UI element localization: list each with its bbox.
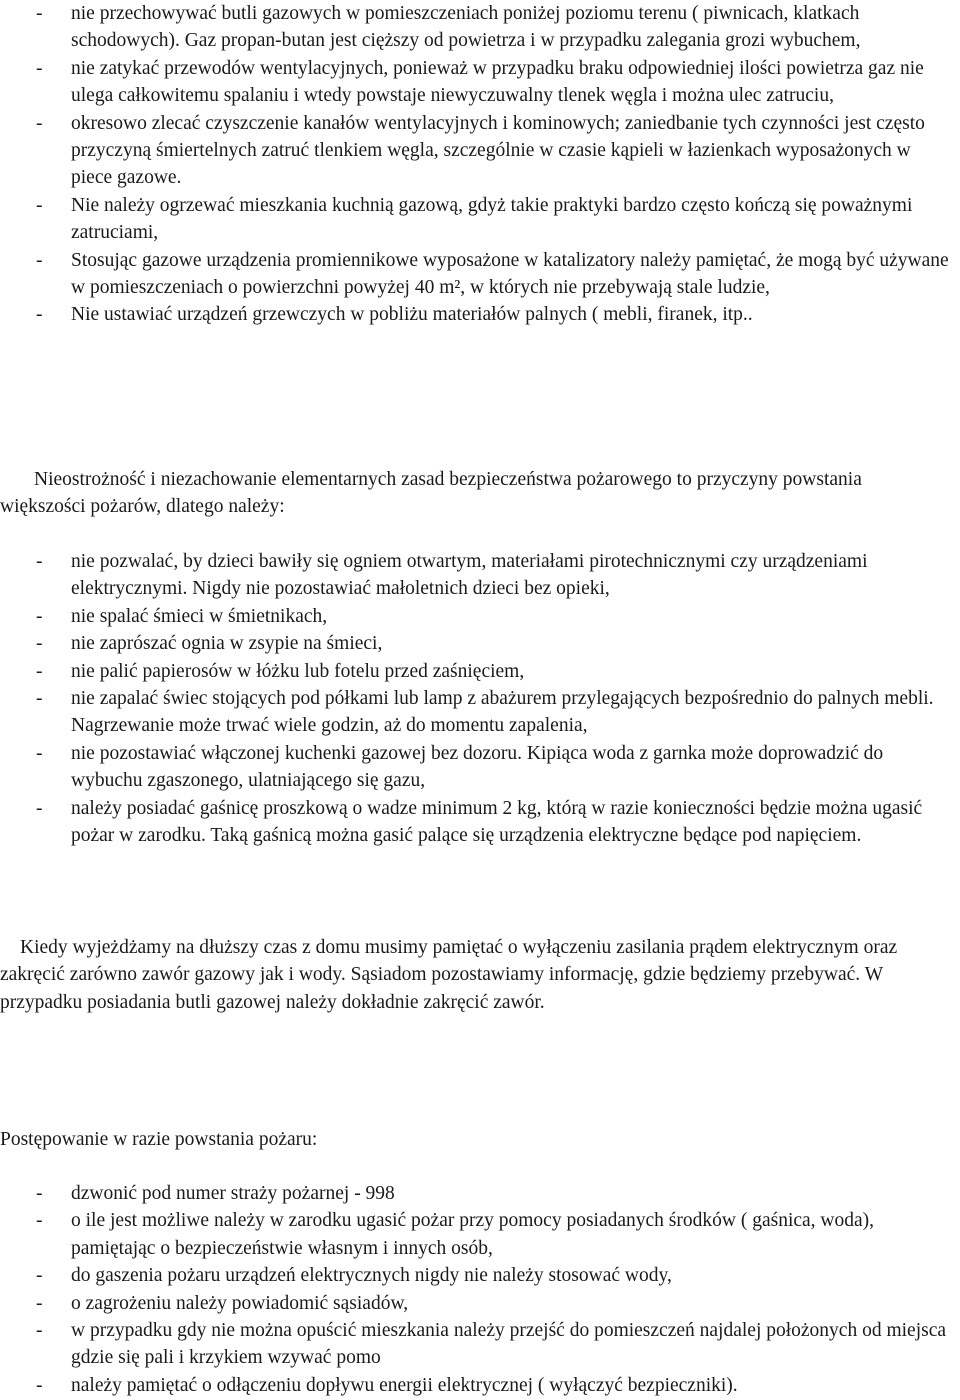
list-item xyxy=(0,1207,952,1262)
dash-bullet: - xyxy=(36,1265,43,1287)
list-item xyxy=(0,1290,952,1317)
dash-bullet: - xyxy=(36,605,43,627)
dash-bullet: - xyxy=(36,112,43,134)
fire-prevention-list-section xyxy=(0,548,952,849)
travel-paragraph: Kiedy wyjeżdżamy na dłuższy czas z domu musimy pamiętać o wyłączeniu zasilania prądem elektrycznym oraz zakręcić zarówno zawór gazowy jak i wody. Sąsiadom pozostawiamy informację, gdzie będziemy przebywać. W przypadku posiadania butli gazowej należy dokładnie zakręcić zawór. xyxy=(0,937,898,1013)
dash-bullet: - xyxy=(36,660,43,682)
dash-bullet: - xyxy=(36,249,43,271)
list-item-text: Stosując gazowe urządzenia promiennikowe wyposażone w katalizatory należy pamiętać, że mogą być używane w pomieszczeniach o powierzchni powyżej 40 m², w których nie przebywają stale ludzie, xyxy=(71,249,949,299)
list-item xyxy=(0,740,952,795)
fire-action-title-section xyxy=(0,1126,952,1153)
list-item-text: okresowo zlecać czyszczenie kanałów wentylacyjnych i kominowych; zaniedbanie tych czynności jest często przyczyną śmiertelnych zatruć tlenkiem węgla, szczególnie w czasie kąpieli w łazienkach wyposażonych w piece gazowe. xyxy=(71,112,925,189)
list-item xyxy=(0,658,952,685)
list-item-text: Nie ustawiać urządzeń grzewczych w pobliżu materiałów palnych ( mebli, firanek, itp.. xyxy=(71,304,753,326)
dash-bullet: - xyxy=(36,1183,43,1204)
list-item-text: Nie należy ogrzewać mieszkania kuchnią gazową, gdyż takie praktyki bardzo często kończą się poważnymi zatruciami, xyxy=(71,194,913,244)
dash-bullet: - xyxy=(36,797,43,819)
dash-bullet: - xyxy=(36,1320,43,1342)
list-item xyxy=(0,192,952,247)
list-item-text: nie zatykać przewodów wentylacyjnych, ponieważ w przypadku braku odpowiedniej ilości powietrza gaz nie ulega całkowitemu spalaniu i wtedy powstaje niewyczuwalny tlenek węgla i można ulec zatruciu, xyxy=(71,57,924,107)
list-item-text: o zagrożeniu należy powiadomić sąsiadów, xyxy=(71,1292,409,1314)
list-item xyxy=(0,1180,952,1207)
dash-bullet: - xyxy=(36,633,43,655)
dash-bullet: - xyxy=(36,551,43,572)
fire-prevention-list xyxy=(0,548,952,849)
list-item-text: w przypadku gdy nie można opuścić mieszkania należy przejść do pomieszczeń najdalej położonych od miejsca gdzie się pali i krzykiem wzywać pomo xyxy=(71,1320,947,1369)
list-item-text: dzwonić pod numer straży pożarnej - 998 xyxy=(71,1183,395,1204)
list-item xyxy=(0,110,952,192)
list-item xyxy=(0,55,952,110)
dash-bullet: - xyxy=(36,304,43,326)
dash-bullet: - xyxy=(36,1292,43,1314)
list-item xyxy=(0,301,952,328)
list-item xyxy=(0,603,952,630)
list-item-text: do gaszenia pożaru urządzeń elektrycznych nigdy nie należy stosować wody, xyxy=(71,1265,672,1287)
list-item-text: należy posiadać gaśnicę proszkową o wadze minimum 2 kg, którą w razie konieczności będzie można ugasić pożar w zarodku. Taką gaśnicą można gasić palące się urządzenia elektryczne będące pod napięciem. xyxy=(71,797,923,847)
gas-safety-list xyxy=(0,0,952,329)
list-item-text: nie pozwalać, by dzieci bawiły się ogniem otwartym, materiałami pirotechnicznymi czy urządzeniami elektrycznymi. Nigdy nie pozostawiać małoletnich dzieci bez opieki, xyxy=(71,551,868,600)
list-item-text: nie zaprószać ognia w zsypie na śmieci, xyxy=(71,633,383,655)
list-item-text: nie palić papierosów w łóżku lub fotelu przed zaśnięciem, xyxy=(71,660,525,682)
dash-bullet: - xyxy=(36,742,43,764)
list-item-text: nie pozostawiać włączonej kuchenki gazowej bez dozoru. Kipiąca woda z garnka może doprowadzić do wybuchu zgaszonego, ulatniającego się gazu, xyxy=(71,742,884,792)
fire-action-list xyxy=(0,1180,952,1399)
list-item xyxy=(0,630,952,657)
dash-bullet: - xyxy=(36,1374,43,1396)
dash-bullet: - xyxy=(36,688,43,710)
dash-bullet: - xyxy=(36,194,43,216)
list-item xyxy=(0,795,952,850)
list-item xyxy=(0,1317,952,1372)
dash-bullet: - xyxy=(36,3,43,24)
travel-section xyxy=(0,934,952,1016)
dash-bullet: - xyxy=(36,57,43,79)
fire-action-title: Postępowanie w razie powstania pożaru: xyxy=(0,1129,318,1150)
gas-safety-section xyxy=(0,0,952,329)
list-item xyxy=(0,0,952,55)
list-item-text: nie przechowywać butli gazowych w pomieszczeniach poniżej poziomu terenu ( piwnicach, klatkach schodowych). Gaz propan-butan jest cięższy od powietrza i w przypadku zalegania grozi wybuchem, xyxy=(71,3,861,52)
fire-action-list-section xyxy=(0,1180,952,1399)
list-item xyxy=(0,1372,952,1399)
list-item-text: należy pamiętać o odłączeniu dopływu energii elektrycznej ( wyłączyć bezpieczniki). xyxy=(71,1374,738,1396)
dash-bullet: - xyxy=(36,1210,43,1232)
list-item-text: nie spalać śmieci w śmietnikach, xyxy=(71,605,328,627)
list-item-text: o ile jest możliwe należy w zarodku ugasić pożar przy pomocy posiadanych środków ( gaśnica, woda), pamiętając o bezpieczeństwie własnym i innych osób, xyxy=(71,1210,875,1259)
list-item-text: nie zapalać świec stojących pod półkami lub lamp z abażurem przylegających bezpośrednio do palnych mebli. Nagrzewanie może trwać wiele godzin, aż do momentu zapalenia, xyxy=(71,688,934,737)
list-item xyxy=(0,247,952,302)
fire-prevention-intro: Nieostrożność i niezachowanie elementarnych zasad bezpieczeństwa pożarowego to przyczyny powstania większości pożarów, dlatego należy: xyxy=(0,469,862,518)
list-item xyxy=(0,1262,952,1289)
list-item xyxy=(0,685,952,740)
list-item xyxy=(0,548,952,603)
fire-prevention-intro-section xyxy=(0,466,952,521)
